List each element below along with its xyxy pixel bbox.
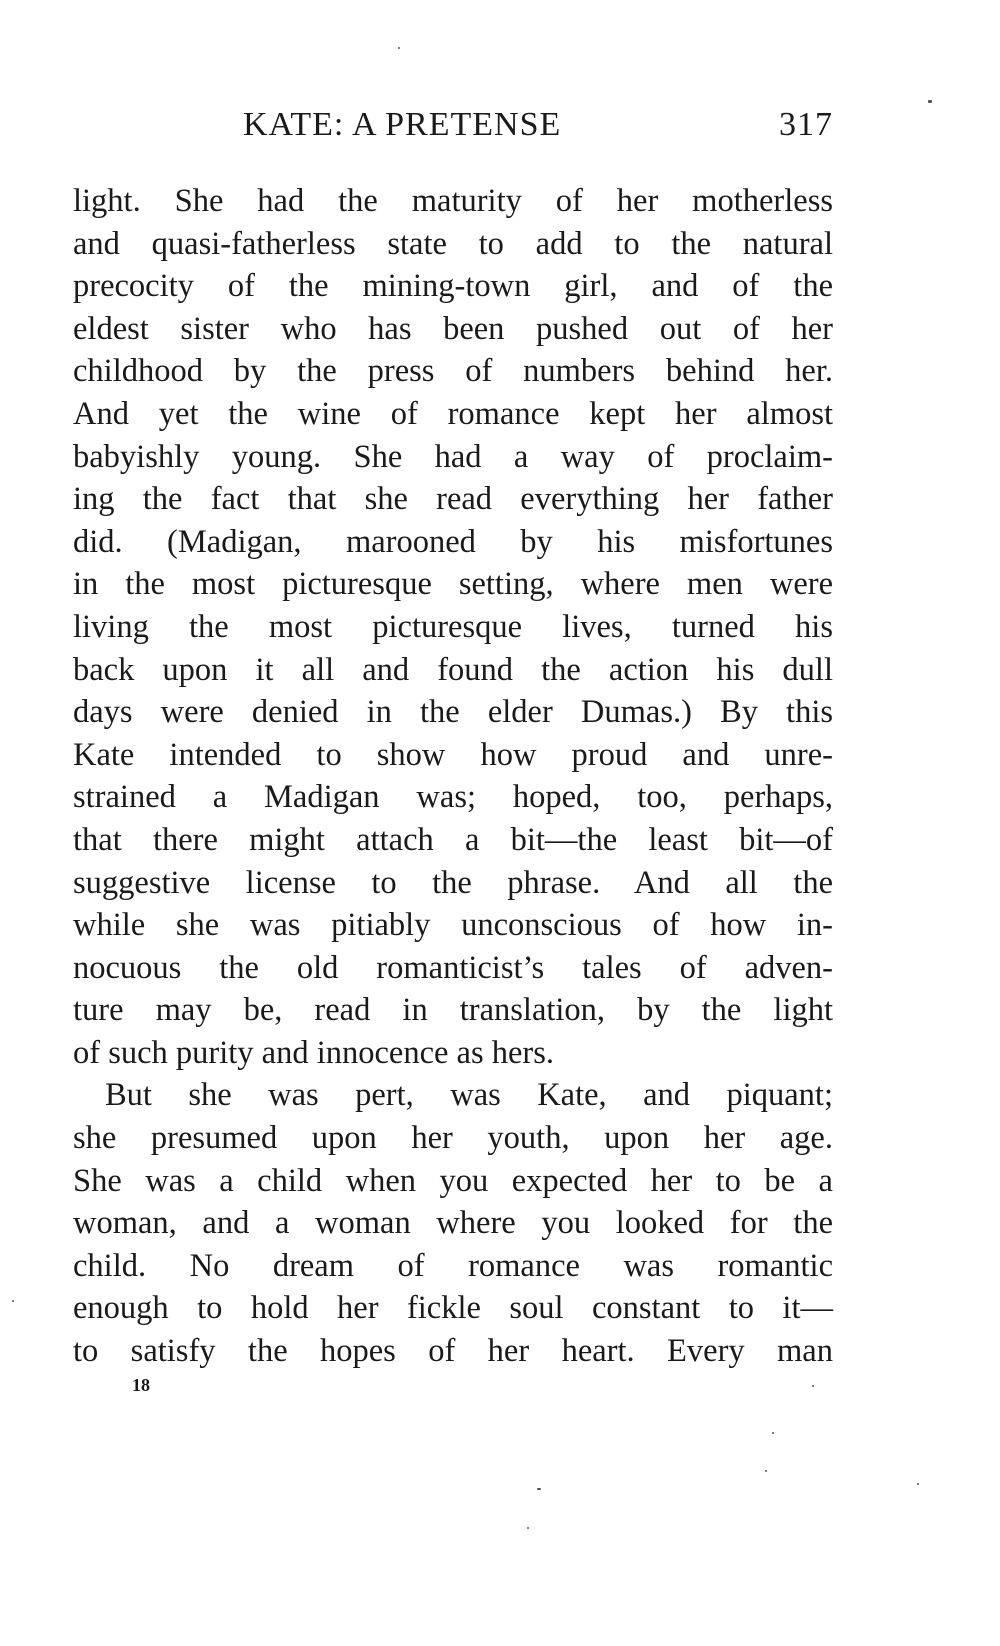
page-number: 317 <box>779 106 833 143</box>
text-line: in the most picturesque setting, where men were <box>73 566 833 603</box>
scan-speck <box>527 1527 529 1529</box>
text-line: of such purity and innocence as hers. <box>73 1034 555 1071</box>
text-line: enough to hold her fickle soul constant to it— <box>73 1290 833 1327</box>
text-line: and quasi-fatherless state to add to the natural <box>73 225 833 262</box>
text-line: that there might attach a bit—the least bit—of <box>73 821 833 858</box>
text-line: days were denied in the elder Dumas.) By this <box>73 694 833 731</box>
text-line: living the most picturesque lives, turned his <box>73 608 833 645</box>
scan-speck <box>537 1488 541 1490</box>
text-line: babyishly young. She had a way of proclaim- <box>73 438 833 475</box>
body-text <box>73 180 833 1373</box>
scan-speck <box>772 1432 774 1434</box>
text-line: child. No dream of romance was romantic <box>73 1247 833 1284</box>
text-line: Kate intended to show how proud and unre- <box>73 736 833 773</box>
text-line: eldest sister who has been pushed out of her <box>73 310 833 347</box>
paragraph <box>73 1074 833 1372</box>
scan-speck <box>812 1385 814 1387</box>
text-line: precocity of the mining-town girl, and of the <box>73 268 833 305</box>
text-line: to satisfy the hopes of her heart. Every man <box>73 1333 833 1370</box>
text-line: did. (Madigan, marooned by his misfortunes <box>73 523 833 560</box>
running-title: KATE: A PRETENSE <box>243 106 562 143</box>
text-line: And yet the wine of romance kept her almost <box>73 395 833 432</box>
scan-speck <box>928 100 932 103</box>
running-head <box>73 100 833 150</box>
text-line: woman, and a woman where you looked for the <box>73 1205 833 1242</box>
text-line: light. She had the maturity of her motherless <box>73 183 833 219</box>
text-line: nocuous the old romanticist’s tales of adven- <box>73 949 833 986</box>
scan-speck <box>398 47 400 49</box>
text-line: But she was pert, was Kate, and piquant; <box>105 1077 833 1114</box>
scan-speck <box>765 1470 767 1472</box>
scan-speck <box>917 1483 919 1485</box>
text-line: strained a Madigan was; hoped, too, perhaps, <box>73 779 833 816</box>
text-line: ing the fact that she read everything her father <box>73 481 833 518</box>
text-line: she presumed upon her youth, upon her age. <box>73 1120 833 1157</box>
text-line: ture may be, read in translation, by the light <box>73 992 833 1029</box>
scan-speck <box>12 1300 14 1302</box>
text-line: while she was pitiably unconscious of how in- <box>73 907 833 944</box>
text-line: childhood by the press of numbers behind her. <box>73 353 833 390</box>
paragraph <box>73 180 833 1074</box>
text-line: She was a child when you expected her to be a <box>73 1162 833 1199</box>
text-line: back upon it all and found the action his dull <box>73 651 833 688</box>
signature-mark: 18 <box>132 1375 150 1395</box>
text-line: suggestive license to the phrase. And all the <box>73 864 833 901</box>
